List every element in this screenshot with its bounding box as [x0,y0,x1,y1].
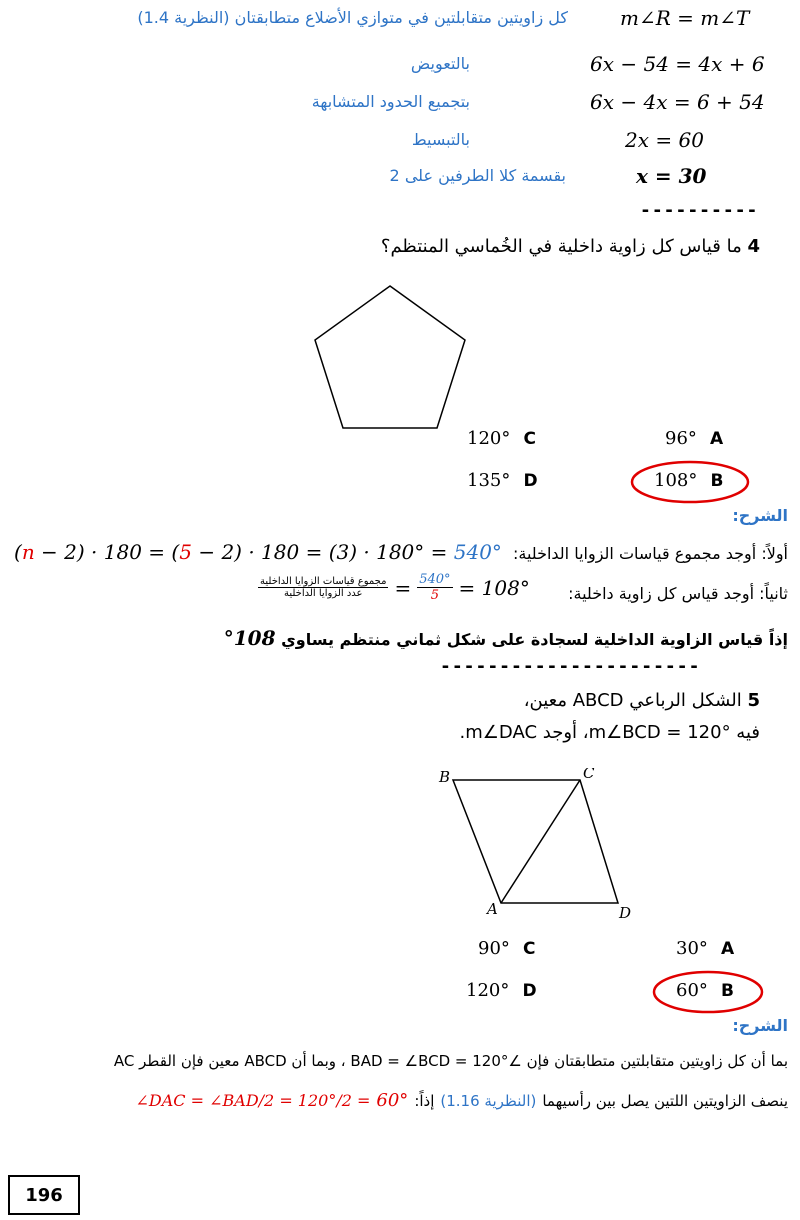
q4-frac-denominator: عدد الزوايا الداخلية [283,588,363,599]
q5-answer-circle [650,968,766,1016]
step-5-reason: بقسمة كلا الطرفين على 2 [389,166,566,185]
diagonal-ac [501,780,580,903]
q5-option-c-letter: C [523,939,536,959]
q5-line2-theorem: (النظرية 1.16) [440,1091,537,1110]
pentagon-figure [300,278,480,448]
q4-step1-label: أولاً: أوجد مجموع قياسات الزوايا الداخلية: [512,544,788,563]
step-1-equation: m∠R = m∠T [620,6,750,30]
q4-number: 4 [747,236,760,257]
q4-frac-numerator: مجموع قياسات الزوايا الداخلية [260,576,387,587]
q5-explanation-title: الشرح: [732,1016,788,1035]
q5-number: 5 [747,690,760,711]
q4-question [381,236,760,257]
q5-option-a-value: 30° [676,938,708,959]
regular-pentagon [315,286,465,428]
q5-option-d[interactable] [466,980,537,1001]
vertex-label-d: D [619,904,632,922]
step-5-equation: x = 30 [636,164,707,188]
q4-option-d-letter: D [523,471,538,491]
q5-explanation-line2 [136,1090,789,1111]
step-4-reason: بالتبسيط [411,130,470,149]
q4-answer-circle [628,458,752,506]
vertex-label-b: B [439,768,451,786]
q5-option-c[interactable] [478,938,535,959]
q4-conclusion-value: 108° [223,626,276,650]
q4-step1-formula: (n − 2) · 180 = (5 − 2) · 180 = (3) · 180° = 540° [14,540,502,564]
q4-option-c-value: 120° [467,428,511,449]
q5-option-b-value: 60° [676,980,708,1001]
q4-conclusion-text: إذاً قياس الزاوية الداخلية لسجادة على شكل ثماني منتظم يساوي [281,630,788,649]
q4-option-a-letter: A [710,429,724,449]
q4-option-b-letter: B [710,471,724,491]
q4-question-text: ما قياس كل زاوية داخلية في الخُماسي المنتظم؟ [380,236,742,257]
q4-option-d[interactable] [467,470,538,491]
q5-question-line2: فيه m∠BCD = 120°، أوجد m∠DAC. [459,722,760,743]
q4-option-c[interactable] [467,428,536,449]
q5-option-c-value: 90° [478,938,510,959]
q5-question-line1-text: الشكل الرباعي ABCD معين، [523,690,742,711]
rhombus-abcd [453,780,618,903]
q4-conclusion [224,626,788,650]
separator-short: ---------- [640,200,759,221]
q4-step2-label: ثانياً: أوجد قياس كل زاوية داخلية: [568,584,788,603]
vertex-label-a: A [487,900,498,918]
step-2-equation: 6x − 54 = 4x + 6 [590,52,765,76]
q5-option-b-letter: B [721,981,734,1001]
step-3-equation: 6x − 4x = 6 + 54 [590,90,765,114]
q4-explanation-title: الشرح: [732,506,788,525]
q5-line2-then: إذاً: [414,1091,435,1110]
q5-explanation-line1: بما أن كل زاويتين متقابلتين متطابقتان فإن ∠BAD = ∠BCD = 120° ، وبما أن ABCD معين فإن القطر AC [113,1052,788,1070]
step-1-reason: كل زاويتين متقابلتين في متوازي الأضلاع متطابقتان (النظرية 1.4) [137,8,568,27]
rhombus-figure [435,768,635,928]
q4-option-c-letter: C [523,429,536,449]
q5-line2-result: 60° [376,1090,409,1111]
step-4-equation: 2x = 60 [625,128,704,152]
q5-option-a-letter: A [721,939,735,959]
page-number: 196 [8,1175,80,1215]
q4-option-b-value: 108° [654,470,698,491]
q4-option-a[interactable] [665,428,723,449]
separator-long: ---------------------- [440,656,701,677]
q4-option-d-value: 135° [467,470,511,491]
q4-step2-formula: $\frac{\text{مجموع قياسات الزوايا الداخلية}}{\text{عدد الزوايا الداخلية}}$ = $\frac{540^\circ}{5}$ = 108° [260,572,530,603]
q4-frac-value-den: 5 [430,588,440,603]
q5-question-line1 [524,690,760,711]
q4-frac-value-num: 540° [419,572,451,587]
q5-line2-formula: ∠DAC = ∠BAD/2 = 120°/2 = [135,1091,371,1110]
q5-option-d-value: 120° [466,980,510,1001]
step-2-reason: بالتعويض [410,54,470,73]
q4-step2-result: = 108° [458,575,530,600]
q4-option-a-value: 96° [665,428,697,449]
q5-line2-text: ينصف الزاويتين اللتين يصل بين رأسيهما [542,1091,788,1110]
vertex-label-c: C [583,768,595,782]
q5-option-d-letter: D [522,981,537,1001]
q5-option-a[interactable] [676,938,734,959]
step-3-reason: بتجميع الحدود المتشابهة [311,92,470,111]
